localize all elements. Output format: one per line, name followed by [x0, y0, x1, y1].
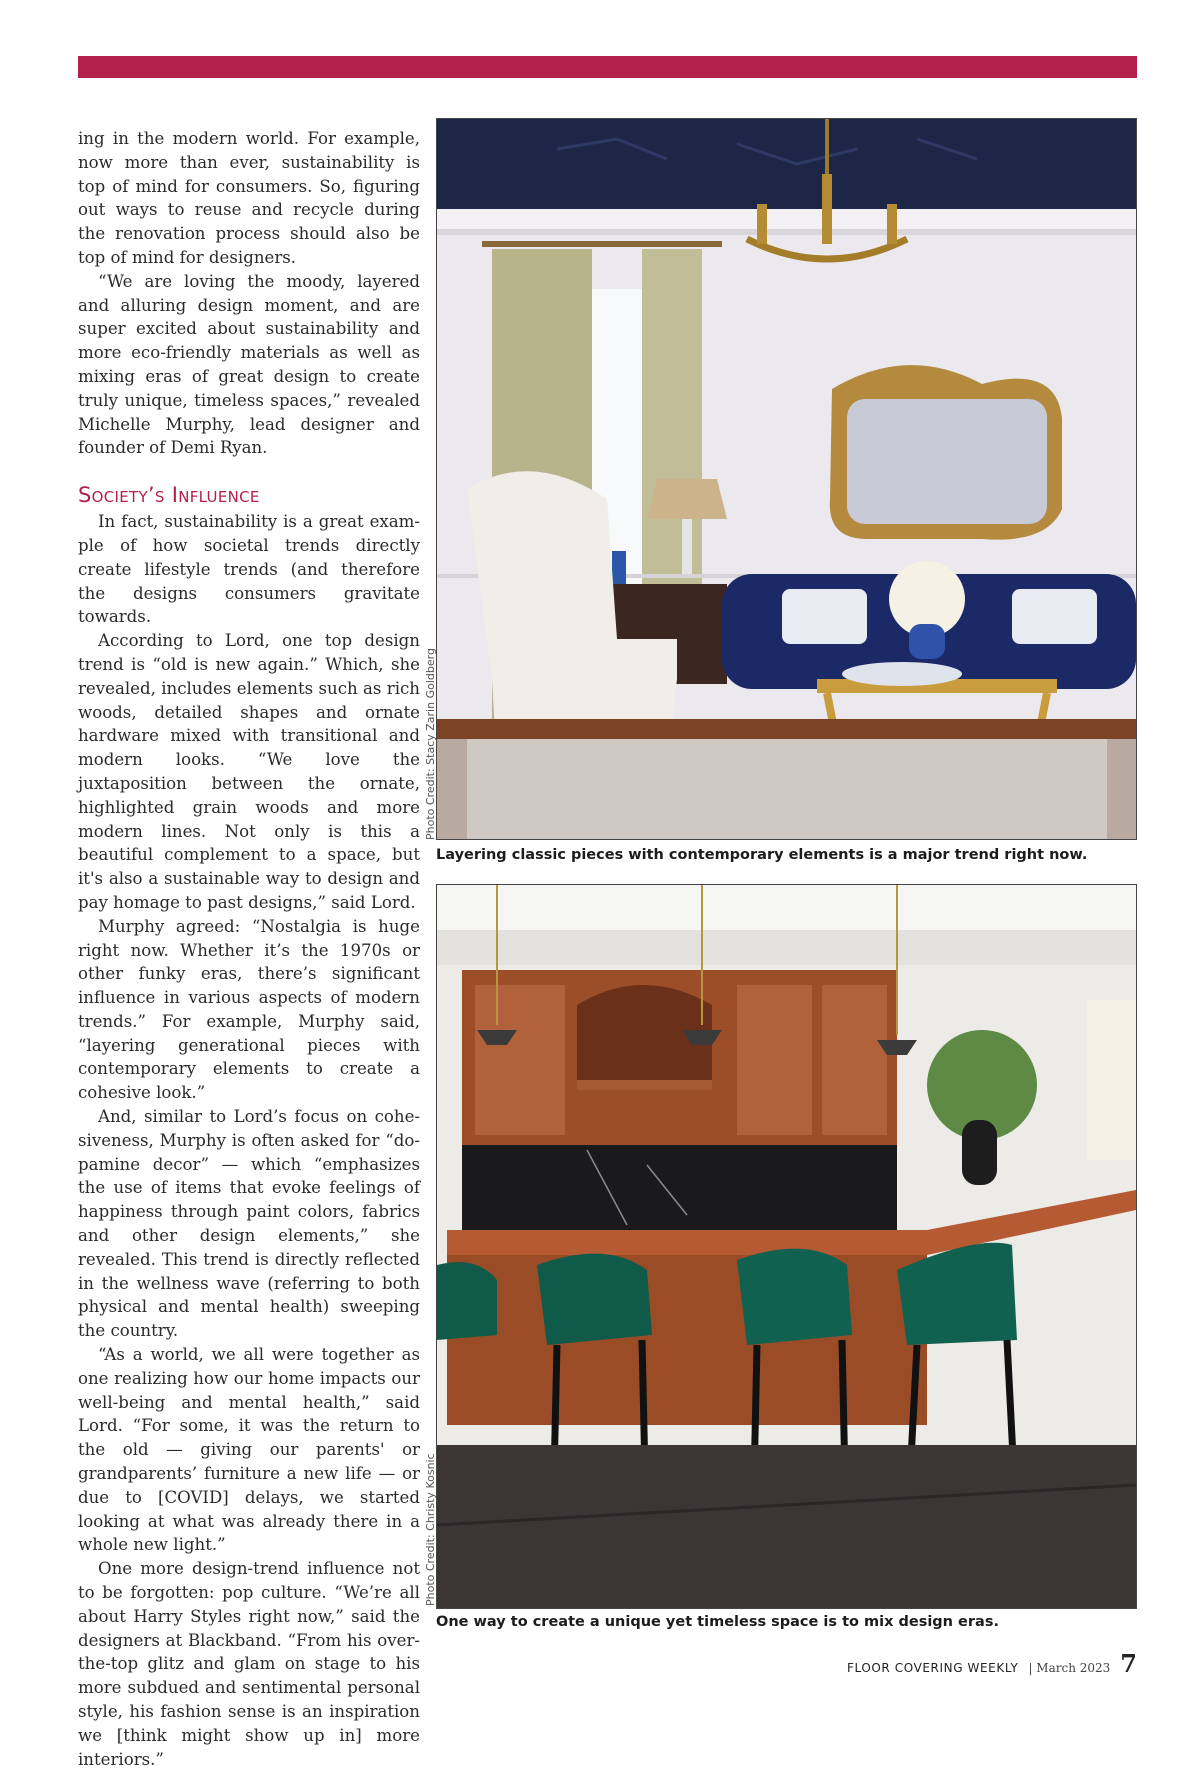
body-paragraph: According to Lord, one top design trend is “old is new again.” Which, she revealed, includes elements such as rich woods, detailed shapes and ornate hardware mixed with transitional and modern looks. “We love the juxtaposition between the ornate, highlighted grain woods and more modern lines. Not only is this a beautiful complement to a space, but it's also a sustainable way to design and pay homage to past designs,” said Lord.	[78, 631, 420, 912]
living-room-photo	[436, 118, 1137, 840]
article-body	[78, 127, 420, 1771]
publication-name: FLOOR COVERING WEEKLY	[846, 1661, 1019, 1675]
section-heading: Society’s Influence	[78, 483, 260, 508]
photo-caption: One way to create a unique yet timeless space is to mix design eras.	[436, 1614, 999, 1630]
body-paragraph: One more design-trend influence not to be forgotten: pop culture. “We’re all about Harry Styles right now,” said the designers at Blackband. “From his over-the-top glitz and glam on stage to his more subdued and sentimental personal style, his fashion sense is an inspiration we [think might show up in] more interiors.”	[78, 1559, 420, 1769]
photo-credit: Photo Credit: Christy Kosnic	[424, 1453, 437, 1606]
bar-area-photo	[436, 884, 1137, 1609]
body-paragraph: “As a world, we all were together as one realizing how our home impacts our well-being and mental health,” said Lord. “For some, it was the return to the old — giving our parents' or grandparents’ furniture a new life — or due to [COVID] delays, we started looking at what was already there in a whole new light.”	[78, 1345, 420, 1555]
page-footer	[847, 1649, 1137, 1678]
photo-credit: Photo Credit: Stacy Zarin Goldberg	[424, 648, 437, 840]
body-paragraph: In fact, sustainability is a great example of how societal trends directly create lifestyle trends (and therefore the designs consumers gravitate towards.	[78, 512, 420, 627]
page-number: 7	[1120, 1649, 1137, 1678]
top-accent-bar	[78, 56, 1137, 78]
photo-caption: Layering classic pieces with contemporary elements is a major trend right now.	[436, 847, 1088, 863]
issue-date: | March 2023	[1028, 1661, 1111, 1675]
body-paragraph: And, similar to Lord’s focus on cohesiveness, Murphy is often asked for “dopamine decor” — which “emphasizes the use of items that evoke feelings of happiness through paint colors, fabrics and other design elements,” she revealed. This trend is directly reflected in the wellness wave (referring to both physical and mental health) sweeping the country.	[78, 1107, 420, 1341]
body-paragraph: “We are loving the moody, layered and alluring design moment, and are super excited about sustainability and more eco-friendly materials as well as mixing eras of great design to create truly unique, timeless spaces,” revealed Michelle Murphy, lead designer and founder of Demi Ryan.	[78, 271, 420, 458]
body-paragraph: Murphy agreed: “Nostalgia is huge right now. Whether it’s the 1970s or other funky eras, there’s significant influence in various aspects of modern trends.” For example, Murphy said, “layering generational pieces with contemporary elements to create a cohesive look.”	[78, 916, 420, 1103]
body-paragraph: ing in the modern world. For example, now more than ever, sustainability is top of mind for consumers. So, figuring out ways to reuse and recycle during the renovation process should also be top of mind for designers.	[78, 129, 420, 267]
